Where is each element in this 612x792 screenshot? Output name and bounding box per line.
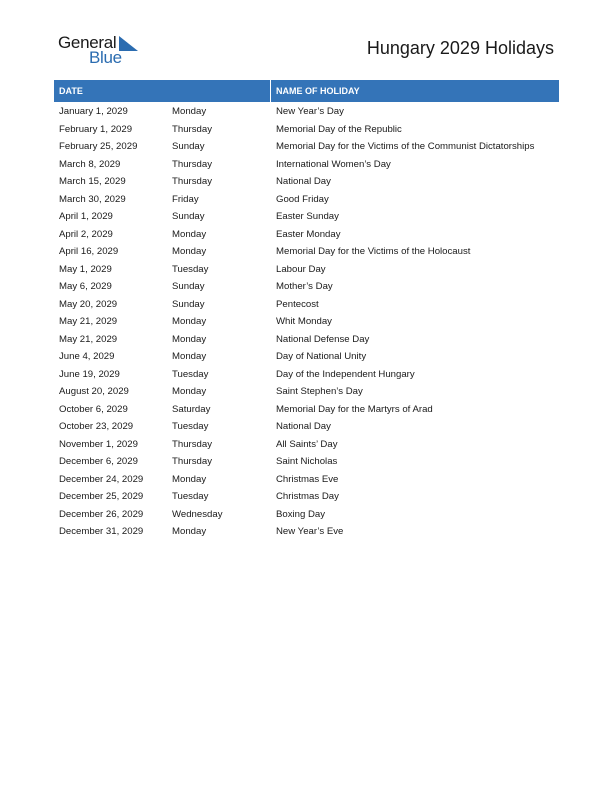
logo-triangle-icon <box>119 36 138 51</box>
header-divider <box>270 80 271 102</box>
table-row <box>54 121 559 139</box>
row-date: October 23, 2029 <box>59 421 134 432</box>
table-row <box>54 366 559 384</box>
header-holiday-name: NAME OF HOLIDAY <box>276 86 360 96</box>
table-body <box>54 103 559 541</box>
row-date: December 31, 2029 <box>59 526 144 537</box>
row-holiday-name: Easter Sunday <box>276 211 339 222</box>
row-holiday-name: Labour Day <box>276 263 326 275</box>
row-day: Monday <box>172 473 207 485</box>
row-holiday-name: Pentecost <box>276 298 319 310</box>
row-holiday-name: Saint Stephen’s Day <box>276 386 363 397</box>
row-day: Wednesday <box>172 508 223 520</box>
table-row <box>54 506 559 524</box>
row-day: Monday <box>172 228 207 240</box>
row-day: Monday <box>172 351 207 362</box>
row-day: Sunday <box>172 298 205 310</box>
table-row <box>54 401 559 419</box>
row-day: Monday <box>172 246 207 257</box>
row-date: November 1, 2029 <box>59 438 138 450</box>
row-holiday-name: National Defense Day <box>276 333 370 345</box>
row-date: December 25, 2029 <box>59 491 144 502</box>
row-holiday-name: Mother’s Day <box>276 281 333 292</box>
table-row <box>54 383 559 401</box>
row-date: December 26, 2029 <box>59 508 144 520</box>
table-header <box>54 80 559 102</box>
table-row <box>54 331 559 349</box>
row-date: May 21, 2029 <box>59 316 118 327</box>
table-row <box>54 436 559 454</box>
row-day: Monday <box>172 333 207 345</box>
table-row <box>54 488 559 506</box>
row-holiday-name: Memorial Day for the Victims of the Communist Dictatorships <box>276 141 535 152</box>
row-date: May 6, 2029 <box>59 281 112 292</box>
table-row <box>54 226 559 244</box>
row-holiday-name: All Saints’ Day <box>276 438 338 450</box>
row-day: Thursday <box>172 176 212 187</box>
row-date: May 20, 2029 <box>59 298 118 310</box>
table-row <box>54 348 559 366</box>
row-holiday-name: New Year’s Eve <box>276 526 344 537</box>
row-day: Thursday <box>172 123 212 135</box>
row-day: Tuesday <box>172 421 209 432</box>
row-day: Monday <box>172 386 207 397</box>
row-day: Monday <box>172 526 207 537</box>
row-date: October 6, 2029 <box>59 403 128 415</box>
row-day: Sunday <box>172 211 205 222</box>
row-day: Tuesday <box>172 368 209 380</box>
row-day: Thursday <box>172 438 212 450</box>
holiday-table <box>54 80 559 541</box>
row-date: December 24, 2029 <box>59 473 144 485</box>
logo-word-blue: Blue <box>89 48 122 67</box>
row-date: February 1, 2029 <box>59 123 133 135</box>
row-holiday-name: Good Friday <box>276 193 329 205</box>
row-date: December 6, 2029 <box>59 456 138 467</box>
table-row <box>54 471 559 489</box>
row-holiday-name: Memorial Day for the Martyrs of Arad <box>276 403 433 415</box>
row-date: March 8, 2029 <box>59 158 121 170</box>
row-date: April 1, 2029 <box>59 211 113 222</box>
row-holiday-name: New Year’s Day <box>276 106 344 117</box>
row-day: Monday <box>172 106 207 117</box>
row-holiday-name: Whit Monday <box>276 316 332 327</box>
page-title: Hungary 2029 Holidays <box>366 38 554 58</box>
row-day: Sunday <box>172 281 205 292</box>
row-date: March 15, 2029 <box>59 176 126 187</box>
row-holiday-name: National Day <box>276 176 331 187</box>
row-date: February 25, 2029 <box>59 141 138 152</box>
row-day: Thursday <box>172 158 212 170</box>
row-date: April 16, 2029 <box>59 246 119 257</box>
row-date: August 20, 2029 <box>59 386 129 397</box>
row-day: Tuesday <box>172 263 209 275</box>
row-day: Friday <box>172 193 199 205</box>
row-day: Thursday <box>172 456 212 467</box>
row-holiday-name: Christmas Eve <box>276 473 339 485</box>
table-row <box>54 453 559 471</box>
row-date: May 21, 2029 <box>59 333 118 345</box>
row-date: January 1, 2029 <box>59 106 128 117</box>
logo-word-general: General <box>58 33 117 52</box>
table-row <box>54 191 559 209</box>
row-holiday-name: Saint Nicholas <box>276 456 338 467</box>
row-date: March 30, 2029 <box>59 193 126 205</box>
table-row <box>54 138 559 156</box>
table-row <box>54 313 559 331</box>
row-holiday-name: Easter Monday <box>276 228 341 240</box>
row-day: Sunday <box>172 141 205 152</box>
row-holiday-name: Christmas Day <box>276 491 339 502</box>
table-row <box>54 173 559 191</box>
row-date: May 1, 2029 <box>59 263 112 275</box>
row-day: Monday <box>172 316 207 327</box>
row-holiday-name: National Day <box>276 421 331 432</box>
table-row <box>54 103 559 121</box>
table-row <box>54 278 559 296</box>
header-date: DATE <box>59 86 83 96</box>
row-holiday-name: Day of the Independent Hungary <box>276 368 415 380</box>
row-day: Saturday <box>172 403 211 415</box>
row-holiday-name: Boxing Day <box>276 508 326 520</box>
table-row <box>54 208 559 226</box>
row-day: Tuesday <box>172 491 209 502</box>
row-holiday-name: Day of National Unity <box>276 351 367 362</box>
row-date: April 2, 2029 <box>59 228 113 240</box>
table-row <box>54 523 559 541</box>
generalblue-logo <box>58 33 148 69</box>
table-row <box>54 243 559 261</box>
row-holiday-name: Memorial Day of the Republic <box>276 123 402 135</box>
table-row <box>54 156 559 174</box>
row-holiday-name: International Women’s Day <box>276 158 391 170</box>
table-row <box>54 296 559 314</box>
row-date: June 19, 2029 <box>59 368 120 380</box>
table-row <box>54 418 559 436</box>
row-holiday-name: Memorial Day for the Victims of the Holocaust <box>276 246 471 257</box>
table-row <box>54 261 559 279</box>
row-date: June 4, 2029 <box>59 351 115 362</box>
